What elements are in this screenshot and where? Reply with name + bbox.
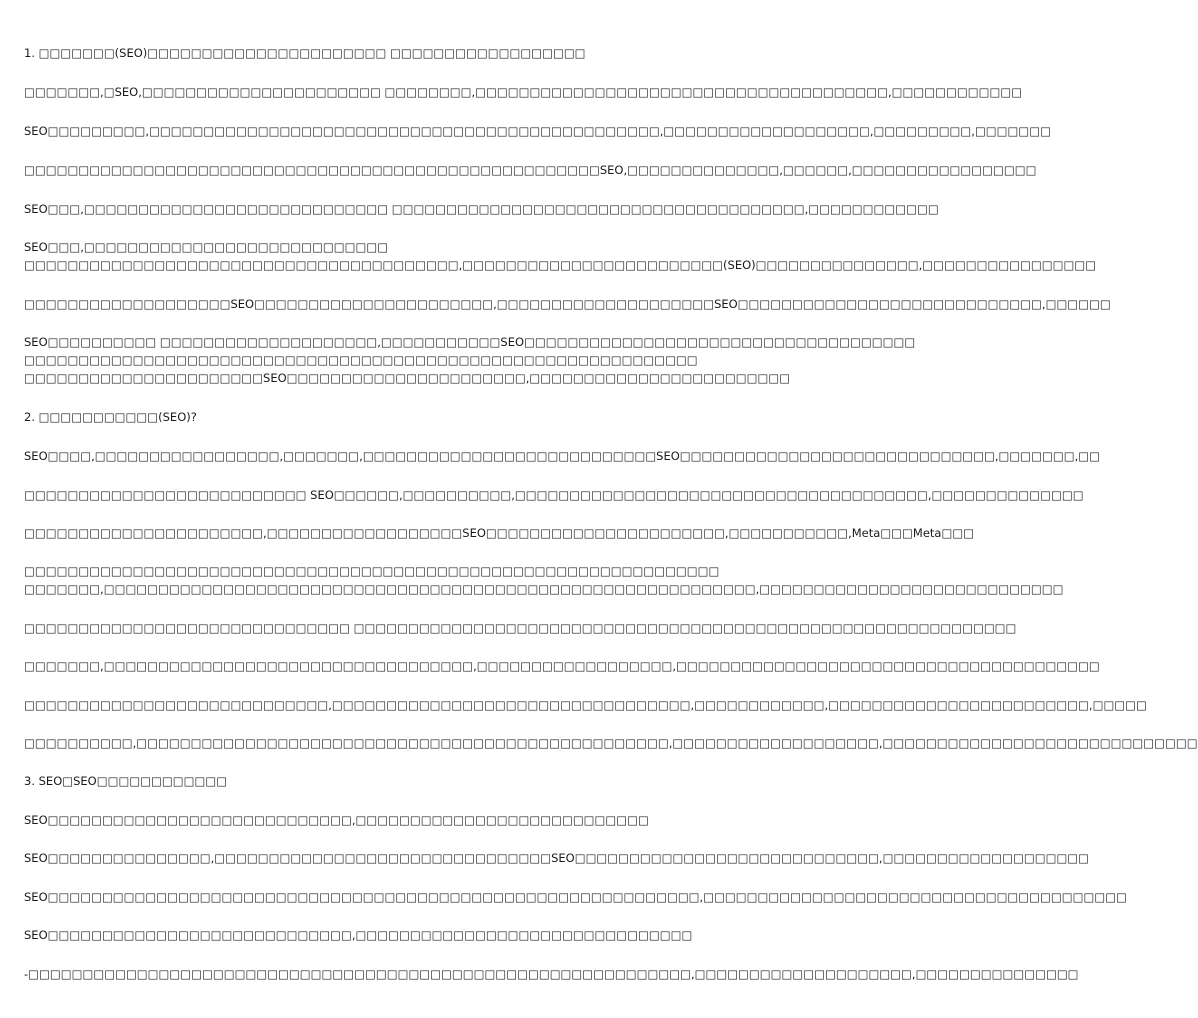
paragraph-line: □□□□□□□□□□□□□□□□□□□□□□□□□□ SEO□□□□□□,□□□□□□□□□□,□□□□□□□□□□□□□□□□□□□□□□□□□□□□□□□□□□□□□□,□□□□□□□□□□□□□□ bbox=[24, 488, 1084, 502]
paragraph-line: □□□□□□□□□□□□□□□□□□□□□□□□□□□□□□□□□□□□□□□□□□□□□□□□□□□□□□□□□□□□□□□□ bbox=[24, 564, 720, 578]
list-item-line: -□□□□□□□□□□□□□□□□□□□□□□□□□□□□□□□□□□□□□□□□□□□□□□□□□□□□□□□□□□□□□,□□□□□□□□□□□□□□□□□□□□,□□□□□□□□□□□□□□□ bbox=[24, 967, 1079, 981]
paragraph-line: SEO□□□,□□□□□□□□□□□□□□□□□□□□□□□□□□□□ □□□□□□□□□□□□□□□□□□□□□□□□□□□□□□□□□□□□□□,□□□□□□□□□□□□ bbox=[24, 202, 939, 216]
paragraph-line: □□□□□□□□□□□□□□□□□□□□□□□□□□□□□□□□□□□□□□□□□□□□□□□□□□□□□SEO,□□□□□□□□□□□□□□,□□□□□□,□□□□□□□□□□□□□□□□□ bbox=[24, 163, 1037, 177]
paragraph-line: □□□□□□□□□□□□□□□□□□□□□□□□□□□□□□□□□□□□□□□□,□□□□□□□□□□□□□□□□□□□□□□□□(SEO)□□□□□□□□□□□□□□□,□□□□□□□□□□□□□□□□ bbox=[24, 258, 1097, 272]
paragraph-line: SEO□□□□□□□□□□□□□□□□□□□□□□□□□□□□□□□□□□□□□□□□□□□□□□□□□□□□□□□□□□□□,□□□□□□□□□□□□□□□□□□□□□□□□□□□□□□□□□□□□□□□ bbox=[24, 890, 1127, 904]
paragraph-line: □□□□□□□□□□□□□□□□□□□□□□□□□□□□□□□□□□□□□□□□□□□□□□□□□□□□□□□□□□□□□□ bbox=[24, 353, 698, 367]
paragraph-line: □□□□□□□□□□□□□□□□□□□□□□□□□□□□□□ □□□□□□□□□□□□□□□□□□□□□□□□□□□□□□□□□□□□□□□□□□□□□□□□□□□□□□□□□□□□□ bbox=[24, 621, 1017, 635]
paragraph-line: SEO□□□□□□□□□□□□□□□,□□□□□□□□□□□□□□□□□□□□□□□□□□□□□□□SEO□□□□□□□□□□□□□□□□□□□□□□□□□□□□,□□□□□□□□□□□□□□□□□□□ bbox=[24, 851, 1090, 865]
paragraph-line: □□□□□□□□□□□□□□□□□□□□□□,□□□□□□□□□□□□□□□□□□SEO□□□□□□□□□□□□□□□□□□□□□□,□□□□□□□□□□□,Meta□□□Meta□□□ bbox=[24, 526, 975, 540]
section-heading-3: 3. SEO□SEO□□□□□□□□□□□□ bbox=[24, 774, 228, 788]
paragraph-line: □□□□□□□□□□□□□□□□□□□□□□SEO□□□□□□□□□□□□□□□□□□□□□□,□□□□□□□□□□□□□□□□□□□□□□□□ bbox=[24, 371, 791, 385]
paragraph-line: SEO□□□□□□□□□□□□□□□□□□□□□□□□□□□□,□□□□□□□□□□□□□□□□□□□□□□□□□□□□□□□ bbox=[24, 928, 693, 942]
paragraph-line: SEO□□□,□□□□□□□□□□□□□□□□□□□□□□□□□□□□ bbox=[24, 240, 389, 254]
paragraph-line: SEO□□□□□□□□□□ □□□□□□□□□□□□□□□□□□□□,□□□□□□□□□□□SEO□□□□□□□□□□□□□□□□□□□□□□□□□□□□□□□□□□□□ bbox=[24, 335, 916, 349]
paragraph-line: SEO□□□□□□□□□,□□□□□□□□□□□□□□□□□□□□□□□□□□□□□□□□□□□□□□□□□□□□□□□,□□□□□□□□□□□□□□□□□□□,□□□□□□□□□,□□□□□□□ bbox=[24, 124, 1051, 138]
paragraph-line: □□□□□□□□□□□□□□□□□□□SEO□□□□□□□□□□□□□□□□□□□□□□,□□□□□□□□□□□□□□□□□□□□SEO□□□□□□□□□□□□□□□□□□□□□□□□□□□□,□□□□□□ bbox=[24, 297, 1111, 311]
paragraph-line: SEO□□□□,□□□□□□□□□□□□□□□□□,□□□□□□□,□□□□□□□□□□□□□□□□□□□□□□□□□□□SEO□□□□□□□□□□□□□□□□□□□□□□□□□□□□□,□□□□□□□,□□ bbox=[24, 449, 1101, 463]
section-heading-1: 1. □□□□□□□(SEO)□□□□□□□□□□□□□□□□□□□□□□ □□□□□□□□□□□□□□□□□□ bbox=[24, 46, 586, 60]
paragraph-line: □□□□□□□□□□□□□□□□□□□□□□□□□□□□,□□□□□□□□□□□□□□□□□□□□□□□□□□□□□□□□□,□□□□□□□□□□□□,□□□□□□□□□□□□□□□□□□□□□□□□,□□□□□ bbox=[24, 698, 1147, 712]
paragraph-line: □□□□□□□,□□□□□□□□□□□□□□□□□□□□□□□□□□□□□□□□□□□□□□□□□□□□□□□□□□□□□□□□□□□□,□□□□□□□□□□□□□□□□□□□□□□□□□□□□ bbox=[24, 582, 1064, 596]
paragraph-line: □□□□□□□,□□□□□□□□□□□□□□□□□□□□□□□□□□□□□□□□□□,□□□□□□□□□□□□□□□□□□,□□□□□□□□□□□□□□□□□□□□□□□□□□□□□□□□□□□□□□□ bbox=[24, 659, 1100, 673]
section-heading-2: 2. □□□□□□□□□□□(SEO)? bbox=[24, 410, 197, 424]
paragraph-line: SEO□□□□□□□□□□□□□□□□□□□□□□□□□□□□,□□□□□□□□□□□□□□□□□□□□□□□□□□□ bbox=[24, 813, 649, 827]
paragraph-line: □□□□□□□□□□,□□□□□□□□□□□□□□□□□□□□□□□□□□□□□□□□□□□□□□□□□□□□□□□□□,□□□□□□□□□□□□□□□□□□□,□□□□□□□□□□□□□□□□□□□□□□□□□□□□□ bbox=[24, 736, 1198, 750]
paragraph-line: □□□□□□□,□SEO,□□□□□□□□□□□□□□□□□□□□□□ □□□□□□□□,□□□□□□□□□□□□□□□□□□□□□□□□□□□□□□□□□□□□□□,□□□□□□□□□□□□ bbox=[24, 85, 1023, 99]
